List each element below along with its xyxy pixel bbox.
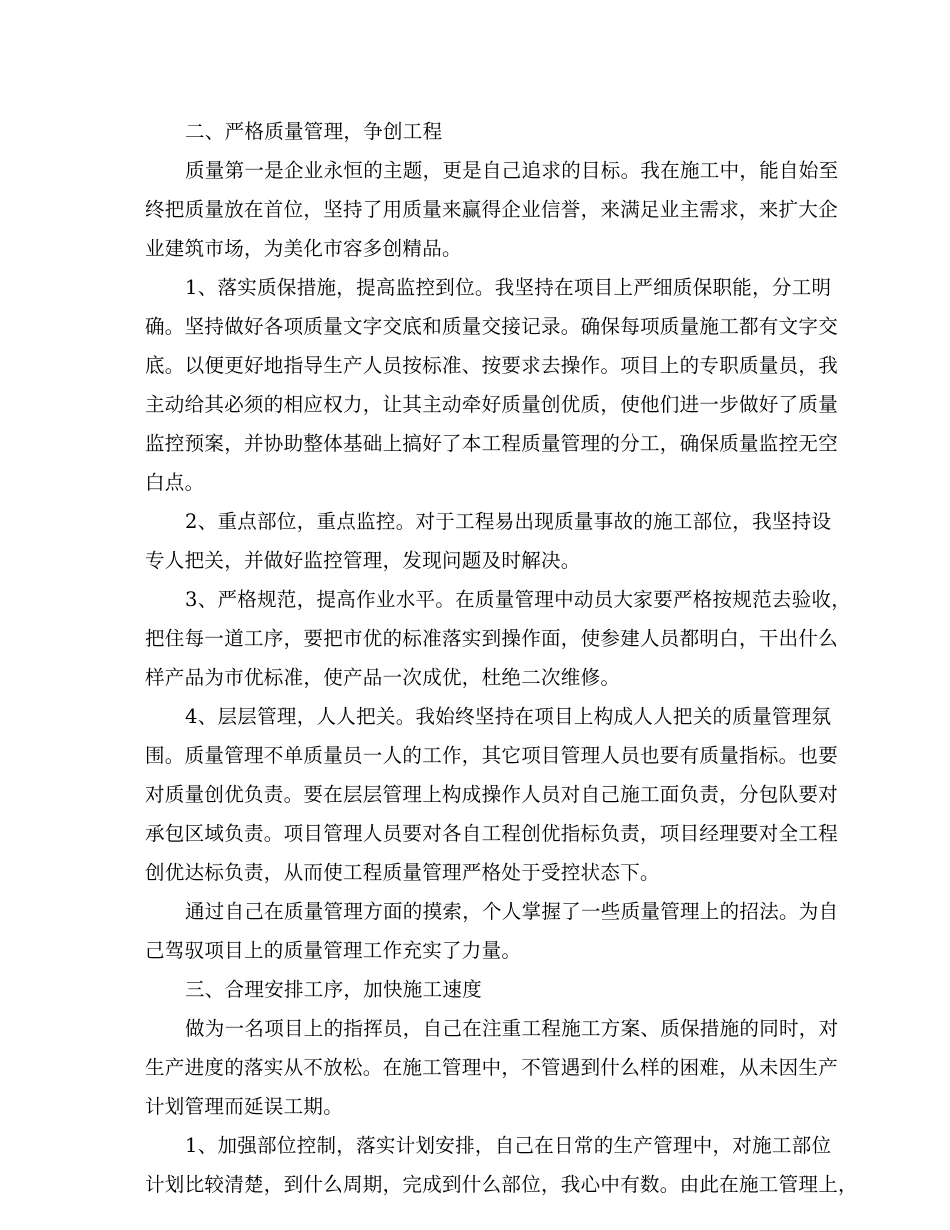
- text-line: 计划比较清楚，到什么周期，完成到什么部位，我心中有数。由此在施工管理上，: [145, 1173, 858, 1196]
- text-line: 通过自己在质量管理方面的摸索，个人掌握了一些质量管理上的招法。为自: [185, 900, 839, 923]
- section-heading: 三、合理安排工序，加快施工速度: [185, 978, 483, 1001]
- text-line: 终把质量放在首位，坚持了用质量来赢得企业信誉，来满足业主需求，来扩大企: [145, 198, 839, 221]
- text-line: 计划管理而延误工期。: [145, 1095, 344, 1118]
- text-line: 承包区域负责。项目管理人员要对各自工程创优指标负责，项目经理要对全工程: [145, 822, 839, 845]
- text-line: 业建筑市场，为美化市容多创精品。: [145, 237, 462, 260]
- text-line: 做为一名项目上的指挥员，自己在注重工程施工方案、质保措施的同时，对: [185, 1017, 839, 1040]
- text-line: 3、严格规范，提高作业水平。在质量管理中动员大家要严格按规范去验收，: [185, 588, 852, 611]
- text-line: 对质量创优负责。要在层层管理上构成操作人员对自己施工面负责，分包队要对: [145, 783, 839, 806]
- text-line: 己驾驭项目上的质量管理工作充实了力量。: [145, 939, 522, 962]
- text-line: 创优达标负责，从而使工程质量管理严格处于受控状态下。: [145, 861, 660, 884]
- text-line: 4、层层管理，人人把关。我始终坚持在项目上构成人人把关的质量管理氛: [185, 705, 832, 728]
- text-line: 白点。: [145, 471, 205, 494]
- text-line: 确。坚持做好各项质量文字交底和质量交接记录。确保每项质量施工都有文字交: [145, 315, 839, 338]
- text-line: 围。质量管理不单质量员一人的工作，其它项目管理人员也要有质量指标。也要: [145, 744, 839, 767]
- text-line: 1、加强部位控制，落实计划安排，自己在日常的生产管理中，对施工部位: [185, 1134, 832, 1157]
- text-line: 专人把关，并做好监控管理，发现问题及时解决。: [145, 549, 581, 572]
- text-line: 生产进度的落实从不放松。在施工管理中，不管遇到什么样的困难，从未因生产: [145, 1056, 839, 1079]
- text-line: 监控预案，并协助整体基础上搞好了本工程质量管理的分工，确保质量监控无空: [145, 432, 839, 455]
- text-line: 1、落实质保措施，提高监控到位。我坚持在项目上严细质保职能，分工明: [185, 276, 832, 299]
- section-heading: 二、严格质量管理，争创工程: [185, 120, 443, 143]
- text-line: 质量第一是企业永恒的主题，更是自己追求的目标。我在施工中，能自始至: [185, 159, 839, 182]
- text-line: 主动给其必须的相应权力，让其主动牵好质量创优质，使他们进一步做好了质量: [145, 393, 839, 416]
- text-line: 把住每一道工序，要把市优的标准落实到操作面，使参建人员都明白，干出什么: [145, 627, 839, 650]
- text-line: 底。以便更好地指导生产人员按标准、按要求去操作。项目上的专职质量员，我: [145, 354, 839, 377]
- text-line: 样产品为市优标准，使产品一次成优，杜绝二次维修。: [145, 666, 621, 689]
- text-line: 2、重点部位，重点监控。对于工程易出现质量事故的施工部位，我坚持设: [185, 510, 832, 533]
